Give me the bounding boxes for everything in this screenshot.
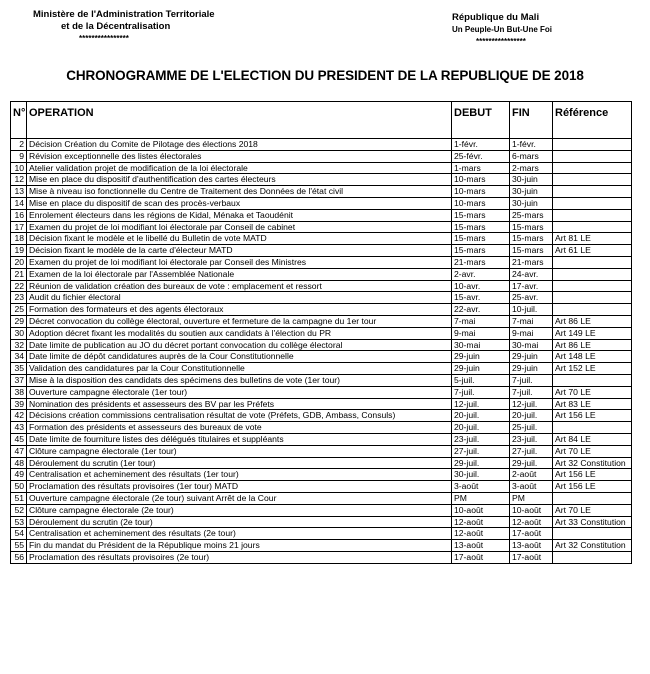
- start-date-cell: 10-août: [452, 504, 510, 516]
- start-date-cell: PM: [452, 492, 510, 504]
- operation-cell: Proclamation des résultats provisoires (2e tour): [27, 551, 452, 563]
- table-row: [11, 256, 632, 268]
- start-date-cell: 30-juil.: [452, 469, 510, 481]
- table-row: [11, 469, 632, 481]
- column-header-end: FIN: [510, 102, 553, 139]
- reference-cell: [553, 280, 632, 292]
- start-date-cell: 1-mars: [452, 162, 510, 174]
- end-date-cell: 29-juin: [510, 363, 553, 375]
- reference-cell: Art 84 LE: [553, 433, 632, 445]
- end-date-cell: 12-juil.: [510, 398, 553, 410]
- start-date-cell: 13-août: [452, 540, 510, 552]
- operation-cell: Décision fixant le modèle et le libellé du Bulletin de vote MATD: [27, 233, 452, 245]
- operation-cell: Examen de la loi électorale par l'Assemblée Nationale: [27, 268, 452, 280]
- reference-cell: [553, 551, 632, 563]
- row-number: 54: [11, 528, 27, 540]
- table-row: [11, 280, 632, 292]
- reference-cell: [553, 139, 632, 151]
- reference-cell: Art 81 LE: [553, 233, 632, 245]
- row-number: 14: [11, 197, 27, 209]
- table-row: [11, 174, 632, 186]
- start-date-cell: 29-juin: [452, 363, 510, 375]
- reference-cell: Art 33 Constitution: [553, 516, 632, 528]
- end-date-cell: 27-juil.: [510, 445, 553, 457]
- end-date-cell: 6-mars: [510, 150, 553, 162]
- reference-cell: Art 83 LE: [553, 398, 632, 410]
- table-row: [11, 245, 632, 257]
- row-number: 53: [11, 516, 27, 528]
- reference-cell: [553, 304, 632, 316]
- start-date-cell: 22-avr.: [452, 304, 510, 316]
- end-date-cell: 17-avr.: [510, 280, 553, 292]
- end-date-cell: 29-juil.: [510, 457, 553, 469]
- reference-cell: [553, 221, 632, 233]
- row-number: 56: [11, 551, 27, 563]
- start-date-cell: 21-mars: [452, 256, 510, 268]
- reference-cell: [553, 197, 632, 209]
- table-row: [11, 433, 632, 445]
- table-row: [11, 516, 632, 528]
- operation-cell: Mise en place du dispositif d'authentification des cartes électeurs: [27, 174, 452, 186]
- start-date-cell: 15-mars: [452, 245, 510, 257]
- table-header-row: [11, 102, 632, 139]
- table-row: [11, 386, 632, 398]
- end-date-cell: 7-mai: [510, 315, 553, 327]
- row-number: 35: [11, 363, 27, 375]
- column-header-start: DEBUT: [452, 102, 510, 139]
- end-date-cell: 17-août: [510, 551, 553, 563]
- operation-cell: Décision fixant le modèle de la carte d'électeur MATD: [27, 245, 452, 257]
- reference-cell: Art 149 LE: [553, 327, 632, 339]
- table-row: [11, 209, 632, 221]
- table-row: [11, 540, 632, 552]
- end-date-cell: 20-juil.: [510, 410, 553, 422]
- operation-cell: Nomination des présidents et assesseurs des BV par les Préfets: [27, 398, 452, 410]
- table-row: [11, 492, 632, 504]
- row-number: 30: [11, 327, 27, 339]
- row-number: 29: [11, 315, 27, 327]
- end-date-cell: 15-mars: [510, 245, 553, 257]
- table-row: [11, 422, 632, 434]
- operation-cell: Décision Création du Comite de Pilotage des élections 2018: [27, 139, 452, 151]
- operation-cell: Examen du projet de loi modifiant loi électorale par Conseil de cabinet: [27, 221, 452, 233]
- table-row: [11, 339, 632, 351]
- start-date-cell: 29-juin: [452, 351, 510, 363]
- operation-cell: Décret convocation du collège électoral, ouverture et fermeture de la campagne du 1er tour: [27, 315, 452, 327]
- start-date-cell: 7-mai: [452, 315, 510, 327]
- reference-cell: [553, 374, 632, 386]
- table-row: [11, 268, 632, 280]
- reference-cell: [553, 209, 632, 221]
- table-row: [11, 186, 632, 198]
- operation-cell: Examen du projet de loi modifiant loi électorale par Conseil des Ministres: [27, 256, 452, 268]
- operation-cell: Réunion de validation création des bureaux de vote : emplacement et ressort: [27, 280, 452, 292]
- column-header-reference: Référence: [553, 102, 632, 139]
- reference-cell: [553, 186, 632, 198]
- operation-cell: Ouverture campagne électorale (2e tour) suivant Arrêt de la Cour: [27, 492, 452, 504]
- operation-cell: Centralisation et acheminement des résultats (1er tour): [27, 469, 452, 481]
- ministry-line-2: et de la Décentralisation: [61, 21, 171, 32]
- reference-cell: Art 32 Constitution: [553, 540, 632, 552]
- reference-cell: [553, 492, 632, 504]
- row-number: 22: [11, 280, 27, 292]
- start-date-cell: 15-mars: [452, 233, 510, 245]
- start-date-cell: 25-févr.: [452, 150, 510, 162]
- operation-cell: Mise à la disposition des candidats des spécimens des bulletins de vote (1er tour): [27, 374, 452, 386]
- operation-cell: Ouverture campagne électorale (1er tour): [27, 386, 452, 398]
- table-row: [11, 445, 632, 457]
- schedule-table: [10, 101, 632, 564]
- end-date-cell: 12-août: [510, 516, 553, 528]
- reference-cell: [553, 422, 632, 434]
- operation-cell: Décisions création commissions centralisation résultat de vote (Préfets, GDB, Ambass, Consuls): [27, 410, 452, 422]
- start-date-cell: 29-juil.: [452, 457, 510, 469]
- row-number: 49: [11, 469, 27, 481]
- end-date-cell: 10-août: [510, 504, 553, 516]
- start-date-cell: 5-juil.: [452, 374, 510, 386]
- start-date-cell: 12-août: [452, 528, 510, 540]
- end-date-cell: 30-juin: [510, 186, 553, 198]
- reference-cell: Art 32 Constitution: [553, 457, 632, 469]
- table-row: [11, 457, 632, 469]
- start-date-cell: 15-mars: [452, 221, 510, 233]
- operation-cell: Mise à niveau iso fonctionnelle du Centre de Traitement des Données de l'état civil: [27, 186, 452, 198]
- row-number: 50: [11, 481, 27, 493]
- table-row: [11, 504, 632, 516]
- operation-cell: Adoption décret fixant les modalités du soutien aux candidats à l'élection du PR: [27, 327, 452, 339]
- reference-cell: [553, 292, 632, 304]
- end-date-cell: 2-mars: [510, 162, 553, 174]
- end-date-cell: 29-juin: [510, 351, 553, 363]
- end-date-cell: PM: [510, 492, 553, 504]
- column-header-number: N°: [11, 102, 27, 139]
- table-row: [11, 221, 632, 233]
- row-number: 18: [11, 233, 27, 245]
- operation-cell: Audit du fichier électoral: [27, 292, 452, 304]
- table-row: [11, 233, 632, 245]
- operation-cell: Déroulement du scrutin (2e tour): [27, 516, 452, 528]
- reference-cell: [553, 150, 632, 162]
- table-row: [11, 327, 632, 339]
- operation-cell: Validation des candidatures par la Cour Constitutionnelle: [27, 363, 452, 375]
- start-date-cell: 15-mars: [452, 209, 510, 221]
- row-number: 48: [11, 457, 27, 469]
- ministry-header: [33, 9, 215, 45]
- row-number: 45: [11, 433, 27, 445]
- table-row: [11, 197, 632, 209]
- republic-motto: Un Peuple-Un But-Une Foi: [452, 25, 552, 34]
- start-date-cell: 10-mars: [452, 197, 510, 209]
- start-date-cell: 10-avr.: [452, 280, 510, 292]
- reference-cell: Art 156 LE: [553, 469, 632, 481]
- end-date-cell: 17-août: [510, 528, 553, 540]
- operation-cell: Date limite de fourniture listes des délégués titulaires et suppléants: [27, 433, 452, 445]
- row-number: 43: [11, 422, 27, 434]
- reference-cell: [553, 528, 632, 540]
- table-row: [11, 139, 632, 151]
- reference-cell: Art 70 LE: [553, 445, 632, 457]
- row-number: 25: [11, 304, 27, 316]
- start-date-cell: 23-juil.: [452, 433, 510, 445]
- row-number: 20: [11, 256, 27, 268]
- start-date-cell: 1-févr.: [452, 139, 510, 151]
- start-date-cell: 30-mai: [452, 339, 510, 351]
- end-date-cell: 21-mars: [510, 256, 553, 268]
- end-date-cell: 3-août: [510, 481, 553, 493]
- row-number: 51: [11, 492, 27, 504]
- reference-cell: [553, 256, 632, 268]
- reference-cell: [553, 268, 632, 280]
- operation-cell: Formation des formateurs et des agents électoraux: [27, 304, 452, 316]
- row-number: 34: [11, 351, 27, 363]
- reference-cell: Art 86 LE: [553, 339, 632, 351]
- end-date-cell: 30-juin: [510, 174, 553, 186]
- reference-cell: Art 61 LE: [553, 245, 632, 257]
- row-number: 42: [11, 410, 27, 422]
- end-date-cell: 13-août: [510, 540, 553, 552]
- document-title: CHRONOGRAMME DE L'ELECTION DU PRESIDENT DE LA REPUBLIQUE DE 2018: [66, 68, 584, 83]
- row-number: 32: [11, 339, 27, 351]
- republic-header: [452, 12, 552, 48]
- end-date-cell: 10-juil.: [510, 304, 553, 316]
- table-row: [11, 398, 632, 410]
- operation-cell: Fin du mandat du Président de la République moins 21 jours: [27, 540, 452, 552]
- end-date-cell: 2-août: [510, 469, 553, 481]
- operation-cell: Clôture campagne électorale (1er tour): [27, 445, 452, 457]
- row-number: 47: [11, 445, 27, 457]
- row-number: 12: [11, 174, 27, 186]
- end-date-cell: 23-juil.: [510, 433, 553, 445]
- row-number: 23: [11, 292, 27, 304]
- reference-cell: Art 152 LE: [553, 363, 632, 375]
- start-date-cell: 17-août: [452, 551, 510, 563]
- ministry-stars: ****************: [79, 34, 129, 43]
- start-date-cell: 12-juil.: [452, 398, 510, 410]
- end-date-cell: 25-avr.: [510, 292, 553, 304]
- republic-stars: ****************: [476, 37, 526, 46]
- table-row: [11, 292, 632, 304]
- operation-cell: Date limite de dépôt candidatures auprès de la Cour Constitutionnelle: [27, 351, 452, 363]
- table-row: [11, 410, 632, 422]
- republic-name: République du Mali: [452, 12, 540, 23]
- reference-cell: [553, 162, 632, 174]
- operation-cell: Formation des présidents et assesseurs des bureaux de vote: [27, 422, 452, 434]
- ministry-line-1: Ministère de l'Administration Territoriale: [33, 9, 215, 20]
- row-number: 21: [11, 268, 27, 280]
- end-date-cell: 25-juil.: [510, 422, 553, 434]
- reference-cell: Art 156 LE: [553, 410, 632, 422]
- row-number: 10: [11, 162, 27, 174]
- table-row: [11, 551, 632, 563]
- row-number: 52: [11, 504, 27, 516]
- end-date-cell: 30-juin: [510, 197, 553, 209]
- operation-cell: Atelier validation projet de modification de la loi électorale: [27, 162, 452, 174]
- start-date-cell: 7-juil.: [452, 386, 510, 398]
- table-row: [11, 481, 632, 493]
- table-row: [11, 528, 632, 540]
- operation-cell: Révision exceptionnelle des listes électorales: [27, 150, 452, 162]
- operation-cell: Date limite de publication au JO du décret portant convocation du collège électoral: [27, 339, 452, 351]
- end-date-cell: 15-mars: [510, 221, 553, 233]
- reference-cell: Art 70 LE: [553, 504, 632, 516]
- reference-cell: Art 148 LE: [553, 351, 632, 363]
- start-date-cell: 2-avr.: [452, 268, 510, 280]
- start-date-cell: 15-avr.: [452, 292, 510, 304]
- end-date-cell: 7-juil.: [510, 374, 553, 386]
- table-row: [11, 162, 632, 174]
- table-row: [11, 315, 632, 327]
- reference-cell: [553, 174, 632, 186]
- table-body: [11, 139, 632, 564]
- row-number: 19: [11, 245, 27, 257]
- row-number: 37: [11, 374, 27, 386]
- start-date-cell: 27-juil.: [452, 445, 510, 457]
- operation-cell: Centralisation et acheminement des résultats (2e tour): [27, 528, 452, 540]
- table-row: [11, 150, 632, 162]
- start-date-cell: 20-juil.: [452, 410, 510, 422]
- column-header-operation: OPERATION: [27, 102, 452, 139]
- table-row: [11, 374, 632, 386]
- start-date-cell: 10-mars: [452, 174, 510, 186]
- operation-cell: Mise en place du dispositif de scan des procès-verbaux: [27, 197, 452, 209]
- row-number: 55: [11, 540, 27, 552]
- end-date-cell: 9-mai: [510, 327, 553, 339]
- end-date-cell: 25-mars: [510, 209, 553, 221]
- end-date-cell: 1-févr.: [510, 139, 553, 151]
- row-number: 17: [11, 221, 27, 233]
- start-date-cell: 12-août: [452, 516, 510, 528]
- row-number: 9: [11, 150, 27, 162]
- start-date-cell: 10-mars: [452, 186, 510, 198]
- operation-cell: Proclamation des résultats provisoires (1er tour) MATD: [27, 481, 452, 493]
- start-date-cell: 20-juil.: [452, 422, 510, 434]
- row-number: 13: [11, 186, 27, 198]
- row-number: 16: [11, 209, 27, 221]
- operation-cell: Enrolement électeurs dans les régions de Kidal, Ménaka et Taoudénit: [27, 209, 452, 221]
- operation-cell: Déroulement du scrutin (1er tour): [27, 457, 452, 469]
- table-row: [11, 304, 632, 316]
- row-number: 2: [11, 139, 27, 151]
- start-date-cell: 3-août: [452, 481, 510, 493]
- end-date-cell: 24-avr.: [510, 268, 553, 280]
- table-row: [11, 351, 632, 363]
- row-number: 38: [11, 386, 27, 398]
- end-date-cell: 30-mai: [510, 339, 553, 351]
- end-date-cell: 15-mars: [510, 233, 553, 245]
- table-row: [11, 363, 632, 375]
- row-number: 39: [11, 398, 27, 410]
- reference-cell: Art 156 LE: [553, 481, 632, 493]
- operation-cell: Clôture campagne électorale (2e tour): [27, 504, 452, 516]
- reference-cell: Art 86 LE: [553, 315, 632, 327]
- end-date-cell: 7-juil.: [510, 386, 553, 398]
- start-date-cell: 9-mai: [452, 327, 510, 339]
- reference-cell: Art 70 LE: [553, 386, 632, 398]
